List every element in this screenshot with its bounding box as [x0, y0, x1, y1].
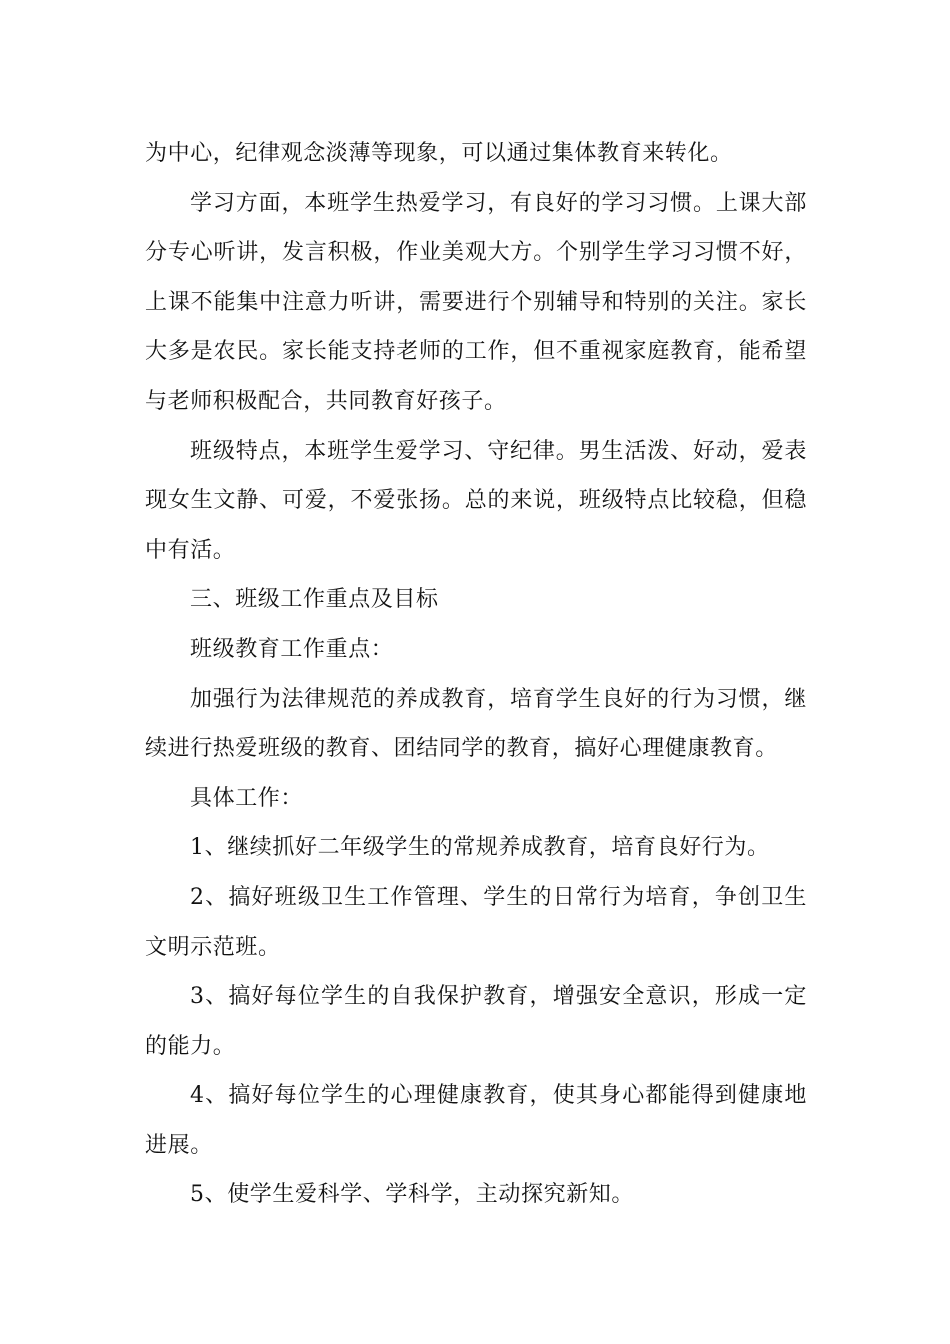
list-item: 5、使学生爱科学、学科学，主动探究新知。	[190, 1182, 634, 1208]
paragraph: 学习方面，本班学生热爱学习，有良好的学习习惯。上课大部分专心听讲，发言积极，作业美观大方。个别学生学习习惯不好，上课不能集中注意力听讲，需要进行个别辅导和特别的关注。家长大多是农民。家长能支持老师的工作，但不重视家庭教育，能希望与老师积极配合，共同教育好孩子。	[145, 190, 807, 414]
paragraph: 为中心，纪律观念淡薄等现象，可以通过集体教育来转化。	[145, 141, 733, 166]
list-item: 3、搞好每位学生的自我保护教育，增强安全意识，形成一定的能力。	[145, 984, 807, 1059]
document-body	[145, 129, 807, 1220]
paragraph: 加强行为法律规范的养成教育，培育学生良好的行为习惯，继续进行热爱班级的教育、团结同学的教育，搞好心理健康教育。	[145, 686, 807, 762]
section-heading: 三、班级工作重点及目标	[190, 587, 439, 613]
list-item: 2、搞好班级卫生工作管理、学生的日常行为培育，争创卫生文明示范班。	[145, 884, 807, 960]
subheading: 具体工作：	[190, 785, 304, 811]
paragraph: 班级特点，本班学生爱学习、守纪律。男生活泼、好动，爱表现女生文静、可爱，不爱张扬。总的来说，班级特点比较稳，但稳中有活。	[145, 438, 807, 563]
subheading: 班级教育工作重点：	[190, 636, 394, 662]
list-item: 4、搞好每位学生的心理健康教育，使其身心都能得到健康地进展。	[145, 1083, 807, 1158]
list-item: 1、继续抓好二年级学生的常规养成教育，培育良好行为。	[190, 835, 770, 861]
